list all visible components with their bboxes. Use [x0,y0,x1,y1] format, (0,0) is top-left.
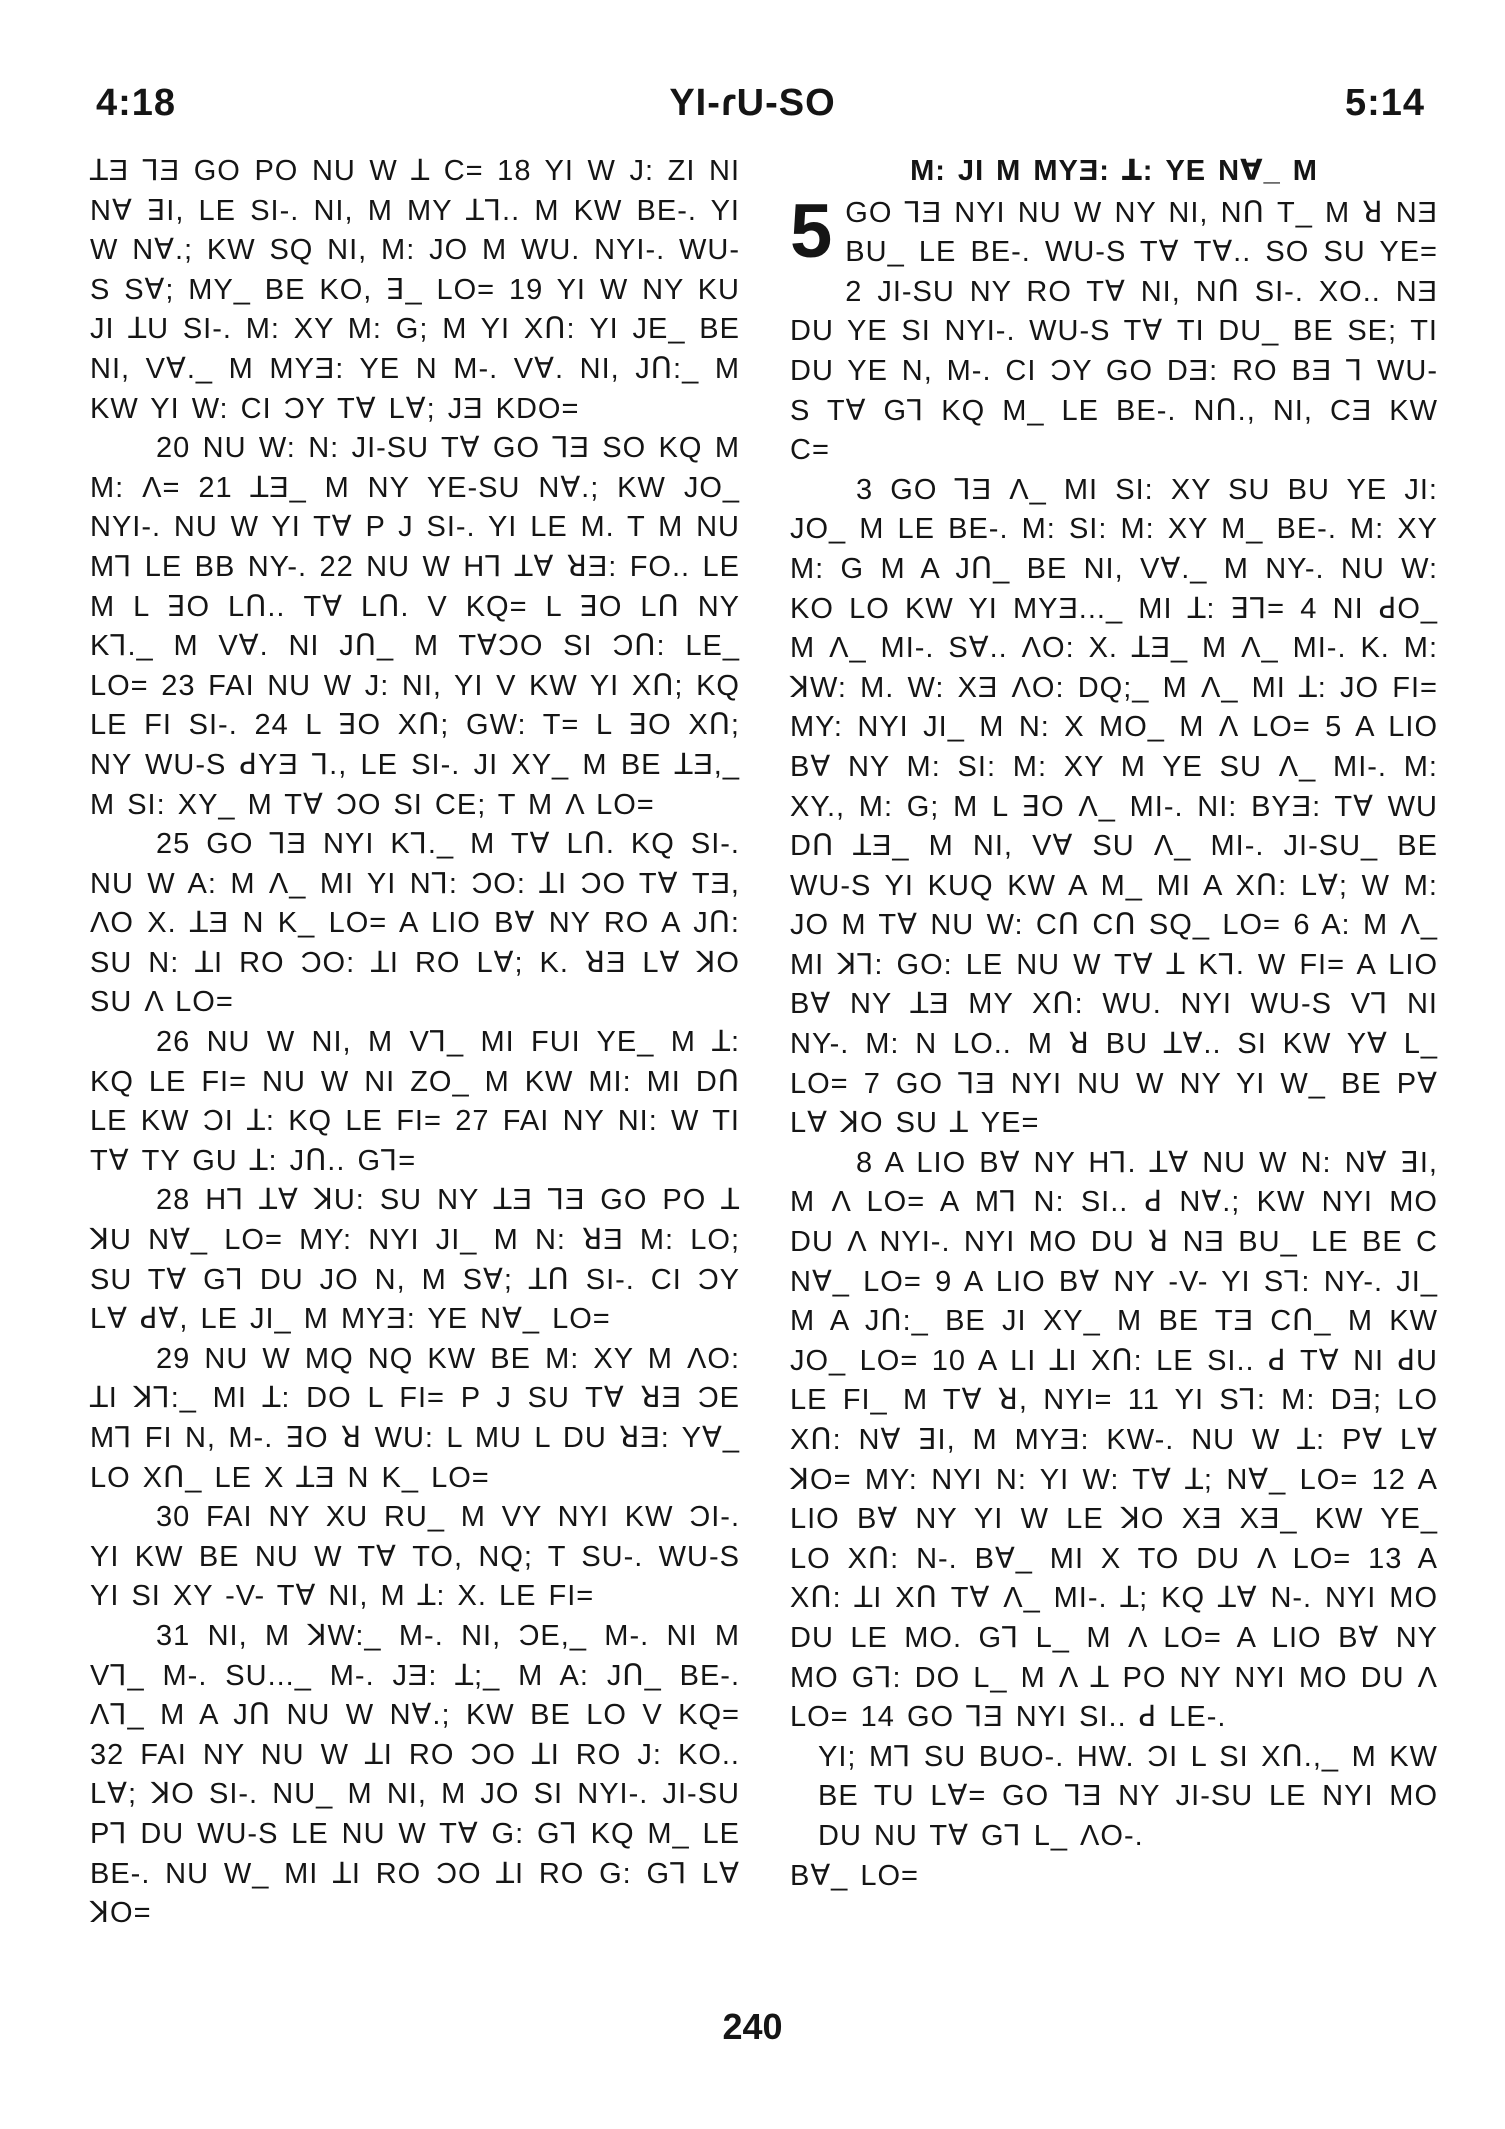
running-head-left-reference: 4:18 [96,82,177,124]
paragraph-10: 3 GO ꓶƎ Λ_ MI SI: XY SU BU YE JI: JO_ M LE BE-. M: SI: M: XY M_ BE-. M: XY M: G M A JՈ_ BE NI, Vꓯ._ M NY-. NU W: KO LO KW YI MYƎ..._ MI ꓕ: ꓱꓶ= 4 NI ꓒO_ M Λ_ MI-. Sꓯ.. ΛO: X. ꓕƎ_ M Λ_ MI-. K. M: ꓘW: M. W: XƎ ΛO: DQ;_ M Λ_ MI ꓕ: JO FI= MY: NYI JI_ M N: X MO_ M Λ LO= 5 A LIO Bꓯ NY M: SI: M: XY M YE SU Λ_ MI-. M: XY., M: G; M L ꓱO Λ_ MI-. NI: BYƎ: Tꓯ WU DՈ ꓕƎ_ M NI, Vꓯ SU Λ_ MI-. JI-SU_ BE WU-S YI KUQ KW A M_ MI A XՈ: Lꓯ; W M: JO M Tꓯ NU W: CՈ CՈ SQ_ LO= 6 A: M Λ_ MI ꓘꓶ: GO: LE NU W Tꓯ ꓕ Kꓶ. W FI= A LIO Bꓯ NY ꓕƎ MY XՈ: WU. NYI WU-S Vꓶ NI NY-. M: N LO.. M ꓤ BU ꓕꓯ.. SI KW Yꓯ L_ LO= 7 GO ꓶƎ NYI NU W NY YI W_ BE Pꓯ Lꓯ ꓘO SU ꓕ YE= [790,473,1438,1140]
poetic-quote: YI; Mꓶ SU BUO-. HW. ϽI L SI XՈ.,_ M KW BE TU Lꓯ= GO ꓶƎ NY JI-SU LE NYI MO DU NU Tꓯ Gꓶ L_ ΛO-. [818,1740,1438,1852]
right-text-column [790,152,1438,1896]
paragraph-4: 26 NU W NI, M Vꓶ_ MI FUI YE_ M ꓕ: KQ LE FI= NU W NI ZO_ M KW MI: MI DՈ LE KW ϽI ꓕ: KQ LE FI= 27 FAI NY NI: W TI Tꓯ TY GU ꓕ: JՈ.. Gꓶ= [90,1026,740,1177]
page-number: 240 [722,2006,783,2047]
paragraph-3: 25 GO ꓶƎ NYI Kꓶ._ M Tꓯ LՈ. KQ SI-. NU W A: M Λ_ MI YI Nꓶ: ϽO: ꓕI ϽO Tꓯ TƎ, ΛO X. ꓕƎ N K_ LO= A LIO Bꓯ NY RO A JՈ: SU N: ꓕI RO ϽO: ꓕI RO Lꓯ; K. ꓤƎ Lꓯ ꓘO SU Λ LO= [90,828,740,1019]
paragraph-1: ꓕƎ ꓶƎ GO PO NU W ꓕ C= 18 YI W J: ZI NI Nꓯ ꓱI, LE SI-. NI, M MY ꓕꓶ.. M KW BE-. YI W Nꓯ.; KW SQ NI, M: JO M WU. NYI-. WU-S Sꓯ; MY_ BE KO, ꓱ_ LO= 19 YI W NY KU JI ꓕU SI-. M: XY M: G; M YI XՈ: YI JE_ BE NI, Vꓯ._ M MYƎ: YE N M-. Vꓯ. NI, JՈ:_ M KW YI W: CI ϽY Tꓯ Lꓯ; JƎ KDO= [90,155,740,425]
running-head-right-reference: 5:14 [1344,82,1425,124]
chapter-opening [790,188,1438,471]
paragraph-2: 20 NU W: N: JI-SU Tꓯ GO ꓶƎ SO KQ M M: Λ= 21 ꓕƎ_ M NY YE-SU Nꓯ.; KW JO_ NYI-. NU W YI Tꓯ P J SI-. YI LE M. T M NU Mꓶ LE BB NY-. 22 NU W Hꓶ ꓕꓯ ꓤƎ: FO.. LE M L ꓱO LՈ.. Tꓯ LՈ. V KQ= L ꓱO LՈ NY Kꓶ._ M Vꓯ. NI JՈ_ M TꓯϽO SI ϽՈ: LE_ LO= 23 FAI NU W J: NI, YI V KW YI XՈ; KQ LE FI SI-. 24 L ꓱO XՈ; GW: T= L ꓱO XՈ; NY WU-S ꓒYƎ ꓶ., LE SI-. JI XY_ M BE ꓕƎ,_ M SI: XY_ M Tꓯ ϽO SI CE; T M Λ LO= [90,432,740,821]
closing-line: Bꓯ_ LO= [790,1859,919,1892]
running-head-book-title: YI-ɾU-SO [669,82,836,124]
paragraph-11: 8 A LIO Bꓯ NY Hꓶ. ꓕꓯ NU W N: Nꓯ ꓱI, M Λ LO= A Mꓶ N: SI.. ꓒ Nꓯ.; KW NYI MO DU Λ NYI-. NYI MO DU ꓤ NƎ BU_ LE BE C Nꓯ_ LO= 9 A LIO Bꓯ NY -V- YI Sꓶ: NY-. JI_ M A JՈ:_ BE JI XY_ M BE TƎ CՈ_ M KW JO_ LO= 10 A LI ꓕI XՈ: LE SI.. ꓒ Tꓯ NI ꓒU LE FI_ M Tꓯ ꓤ, NYI= 11 YI Sꓶ: M: DƎ; LO XՈ: Nꓯ ꓱI, M MYƎ: KW-. NU W ꓕ: Pꓯ Lꓯ ꓘO= MY: NYI N: YI W: Tꓯ ꓕ; Nꓯ_ LO= 12 A LIO Bꓯ NY YI W LE ꓘO XƎ XƎ_ KW YE_ LO XՈ: N-. Bꓯ_ MI X TO DU Λ LO= 13 A XՈ: ꓕI XՈ Tꓯ Λ_ MI-. ꓕ; KQ ꓕꓯ N-. NYI MO DU LE MO. Gꓶ L_ M Λ LO= A LIO Bꓯ NY MO Gꓶ: DO L_ M Λ ꓕ PO NY NYI MO DU Λ LO= 14 GO ꓶƎ NYI SI.. ꓒ LE-. [790,1146,1438,1734]
paragraph-9: GO ꓶƎ NYI NU W NY NI, NՈ T_ M ꓤ NƎ BU_ LE BE-. WU-S Tꓯ Tꓯ.. SO SU YE= 2 JI-SU NY RO Tꓯ NI, NՈ SI-. XO.. NƎ DU YE SI NYI-. WU-S Tꓯ TI DU_ BE SE; TI DU YE N, M-. CI ϽY GO DƎ: RO BƎ ꓶ WU-S Tꓯ Gꓶ KQ M_ LE BE-. NՈ., NI, CƎ KW C= [790,196,1438,467]
section-heading: M: JI M MYƎ: ꓕ: YE Nꓯ_ M [910,155,1318,187]
left-text-column [90,152,740,1934]
paragraph-5: 28 Hꓶ ꓕꓯ ꓘU: SU NY ꓕƎ ꓶƎ GO PO ꓕ ꓘU Nꓯ_ LO= MY: NYI JI_ M N: ꓤƎ M: LO; SU Tꓯ Gꓶ DU JO N, M Sꓯ; ꓕՈ SI-. CI ϽY Lꓯ ꓒꓯ, LE JI_ M MYƎ: YE Nꓯ_ LO= [90,1184,740,1336]
paragraph-8: 31 NI, M ꓘW:_ M-. NI, ϽE,_ M-. NI M Vꓶ_ M-. SU..._ M-. JƎ: ꓕ;_ M A: JՈ_ BE-. Λꓶ_ M A JՈ NU W Nꓯ.; KW BE LO V KQ= 32 FAI NY NU W ꓕI RO ϽO ꓕI RO J: KO.. Lꓯ; ꓘO SI-. NU_ M NI, M JO SI NYI-. JI-SU Pꓶ DU WU-S LE NU W Tꓯ G: Gꓶ KQ M_ LE BE-. NU W_ MI ꓕI RO ϽO ꓕI RO G: Gꓶ Lꓯ ꓘO= [90,1619,740,1930]
chapter-number: 5 [790,188,834,274]
paragraph-7: 30 FAI NY XU RU_ M VY NYI KW ϽI-. YI KW BE NU W Tꓯ TO, NQ; T SU-. WU-S YI SI XY -V- Tꓯ NI, M ꓕ: X. LE FI= [90,1501,740,1613]
paragraph-6: 29 NU W MQ NQ KW BE M: XY M ΛO: ꓕI ꓘꓶ:_ MI ꓕ: DO L FI= P J SU Tꓯ ꓤƎ ϽE Mꓶ FI N, M-. ꓱO ꓤ WU: L MU L DU ꓤƎ: Yꓯ_ LO XՈ_ LE X ꓕƎ N K_ LO= [90,1342,740,1494]
